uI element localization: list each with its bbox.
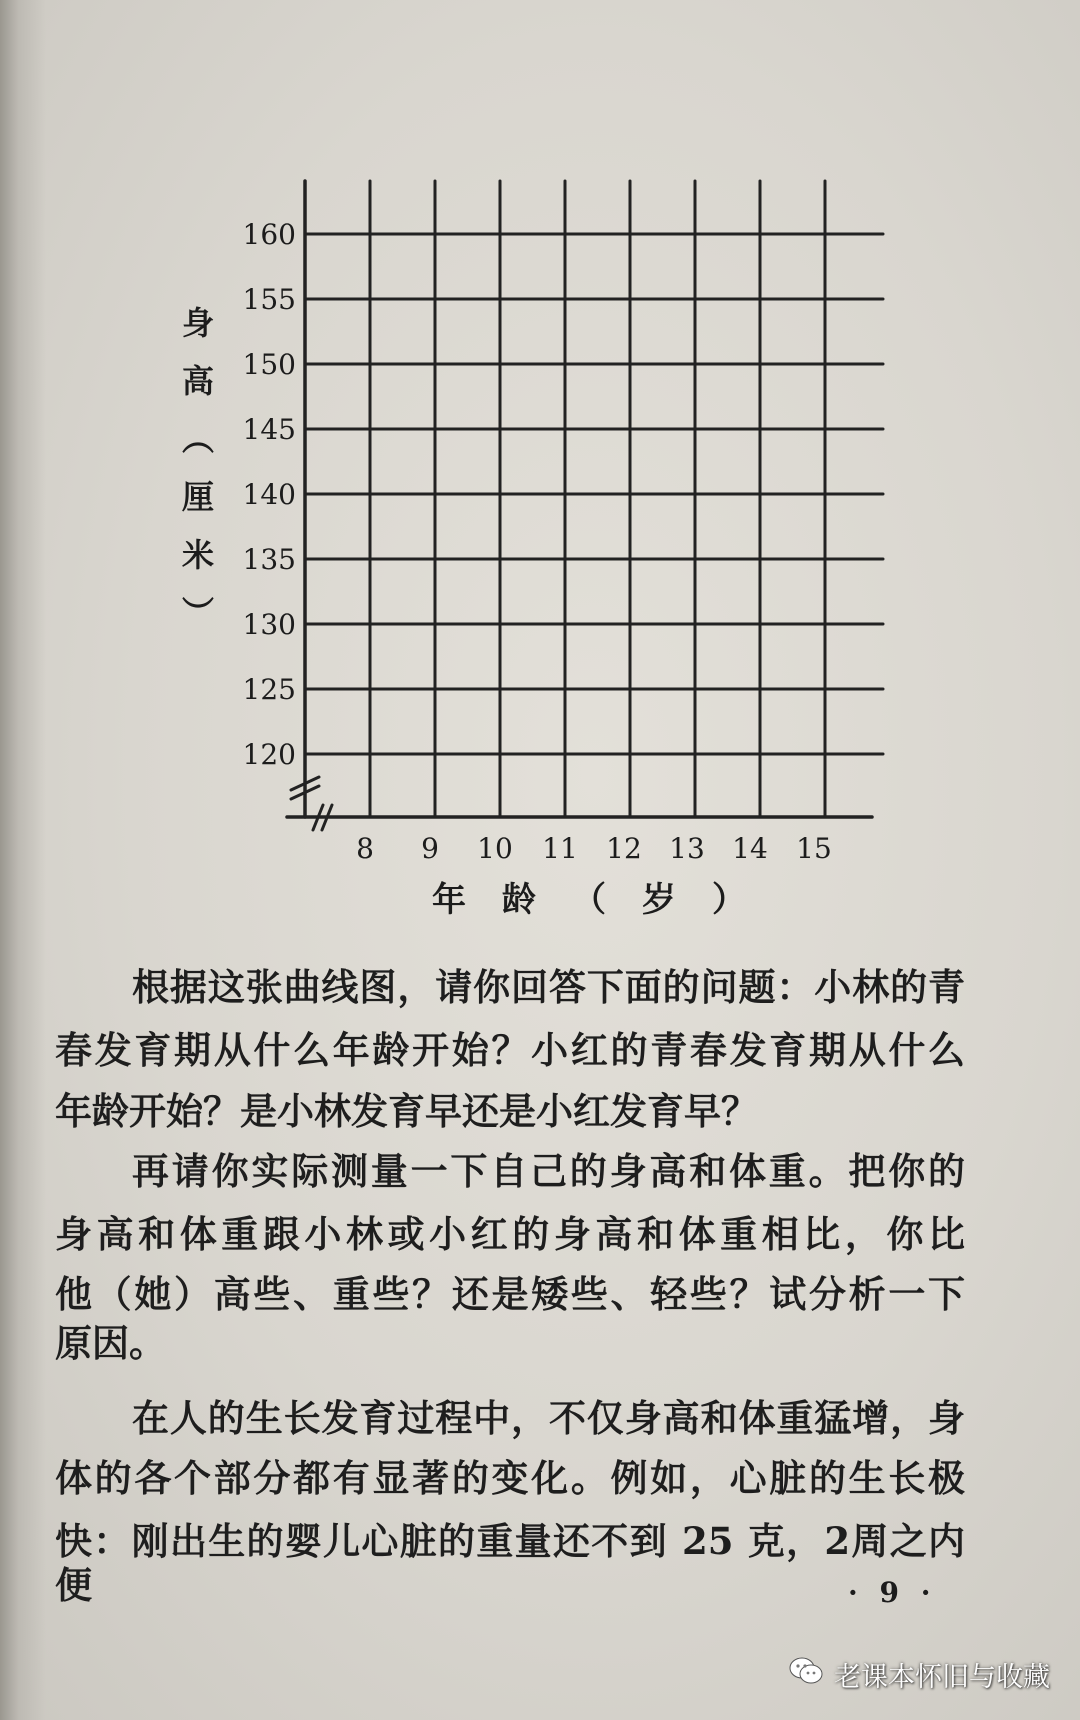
- x-tick-label: 10: [477, 832, 513, 865]
- paragraph-1-line-3: 年龄开始？是小林发育早还是小红发育早？: [55, 1089, 758, 1133]
- x-axis-title: 年龄（岁）: [432, 880, 782, 920]
- wechat-icon: [788, 1656, 824, 1686]
- y-tick-label: 150: [242, 348, 296, 381]
- paragraph-2-line-2: 身高和体重跟小林或小红的身高和体重相比，你比: [55, 1212, 965, 1256]
- y-tick-label: 130: [242, 608, 296, 641]
- x-tick-label: 14: [732, 832, 768, 865]
- y-axis-title: 身高（厘米）: [177, 306, 215, 654]
- page-number: · 9 ·: [848, 1576, 937, 1609]
- y-tick-label: 135: [242, 543, 296, 576]
- y-tick-label: 160: [242, 218, 296, 251]
- y-tick-label: 120: [242, 738, 296, 771]
- watermark-text: 老课本怀旧与收藏: [834, 1662, 1050, 1693]
- paragraph-3-line-1: 在人的生长发育过程中，不仅身高和体重猛增，身: [132, 1396, 965, 1440]
- paragraph-2-line-1: 再请你实际测量一下自己的身高和体重。把你的: [132, 1149, 965, 1193]
- y-tick-label: 155: [242, 283, 296, 316]
- y-tick-label: 145: [242, 413, 296, 446]
- x-tick-label: 9: [421, 832, 439, 865]
- paragraph-2-line-4: 原因。: [55, 1321, 166, 1365]
- x-tick-label: 12: [606, 832, 642, 865]
- y-tick-label: 140: [242, 478, 296, 511]
- paragraph-3-line-2: 体的各个部分都有显著的变化。例如，心脏的生长极: [55, 1456, 965, 1500]
- paragraph-2-line-3: 他（她）高些、重些？还是矮些、轻些？试分析一下: [55, 1272, 965, 1316]
- y-tick-label: 125: [242, 673, 296, 706]
- x-tick-label: 15: [796, 832, 832, 865]
- paragraph-1-line-2: 春发育期从什么年龄开始？小红的青春发育期从什么: [55, 1028, 965, 1072]
- x-tick-label: 13: [669, 832, 705, 865]
- paragraph-1-line-1: 根据这张曲线图，请你回答下面的问题：小林的青: [132, 965, 965, 1009]
- x-tick-label: 8: [356, 832, 374, 865]
- paragraph-3-line-3: 快：刚出生的婴儿心脏的重量还不到 25 克，2周之内便: [55, 1519, 965, 1607]
- x-tick-label: 11: [542, 832, 578, 865]
